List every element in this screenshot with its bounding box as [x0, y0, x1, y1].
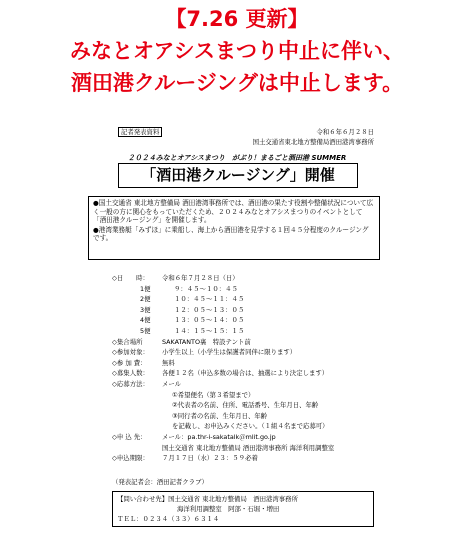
detail-value: 各便１２名（申込多数の場合は、抽選により決定します） — [162, 369, 329, 378]
apply-item: ①希望便名（第３希望まで） — [172, 390, 255, 399]
detail-deadline — [112, 453, 412, 464]
apply-item: ③同行者の名前、生年月日、年齢 — [172, 411, 268, 420]
detail-key: ◇応募方法： — [112, 379, 149, 388]
update-notice-line: 酒田港クルージングは中止します。 — [70, 71, 404, 95]
detail-key: ◇参 加 費： — [112, 358, 147, 367]
detail-key: ◇募集人数： — [112, 369, 149, 378]
ship-time: ９：４５～１０：４５ — [174, 284, 238, 293]
detail-value: SAKATANTO裏 特設テント前 — [162, 337, 251, 346]
detail-apply-to — [112, 432, 412, 443]
ship-time: １３：０５～１４：０５ — [174, 316, 245, 325]
detail-key: ◇申込期限： — [112, 454, 149, 463]
detail-value: メール — [162, 379, 182, 388]
detail-key: ◇日 時： — [112, 274, 149, 282]
ship-name: 4便 — [140, 316, 151, 325]
apply-to-office: 国土交通省 東北地方整備局 酒田港湾事務所 海洋利用調整室 — [162, 443, 335, 452]
event-details — [112, 273, 412, 464]
page-title: 「酒田港クルージング」開催 — [118, 163, 358, 188]
apply-item: ②代表者の名前、住所、電話番号、生年月日、年齢 — [172, 401, 319, 410]
detail-value: 小学生以上（小学生は保護者同伴に限ります） — [162, 348, 297, 357]
update-notice-line: みなとオアシスまつり中止に伴い、 — [70, 39, 404, 63]
detail-capacity — [112, 368, 412, 379]
ship-row — [112, 284, 412, 295]
press-club: （発表記者会：酒田記者クラブ） — [112, 478, 208, 486]
ship-row — [112, 294, 412, 305]
press-release-label: 記者発表資料 — [118, 127, 162, 137]
contact-line: 海洋利用調整室 阿部・石堀・増田 — [177, 505, 280, 513]
contact-email[interactable]: メール：pa.thr-i-sakatalk＠mlit.go.jp — [162, 432, 276, 441]
ship-time: １０：４５～１１：４５ — [174, 295, 245, 304]
ship-name: 3便 — [140, 305, 151, 314]
intro-paragraph: ●港湾業務艇「みずほ」に乗船し、海上から酒田港を見学する１回４５分程度のクルージングです。 — [93, 225, 369, 243]
intro-paragraph: ●国土交通省 東北地方整備局 酒田港湾事務所では、酒田港の果たす役割や整備状況について広く一般の方に関心をもっていただくため、２０２４みなとオアシスまつりのイベントとして「酒田港クルージング」を開催します。 — [93, 199, 374, 225]
ship-name: 2便 — [140, 295, 151, 304]
ship-name: 5便 — [140, 326, 151, 335]
detail-target — [112, 347, 412, 358]
ship-row — [112, 315, 412, 326]
event-subtitle: ２０２４みなとオアシスまつり がぶり！まるごと酒田港 SUMMER — [127, 154, 347, 162]
issuing-office: 国土交通省東北地方整備局酒田港湾事務所 — [252, 138, 374, 146]
detail-key: ◇申 込 先： — [112, 432, 147, 441]
ship-time: １２：０５～１３：０５ — [174, 305, 245, 314]
detail-place — [112, 337, 412, 348]
contact-line: 【問い合わせ先】国土交通省 東北地方整備局 酒田港湾事務所 — [117, 495, 298, 503]
ship-name: 1便 — [140, 284, 151, 293]
detail-key: ◇集合場所 — [112, 337, 143, 346]
release-date: 令和６年６月２８日 — [316, 128, 374, 136]
detail-value: 無料 — [162, 358, 175, 367]
detail-fee — [112, 358, 412, 369]
apply-item: を記載し、お申込みください。（１組４名まで応募可） — [172, 422, 329, 431]
detail-apply — [112, 379, 412, 390]
ship-row — [112, 305, 412, 316]
contact-box — [112, 491, 374, 527]
update-notice-date: 【7.26 更新】 — [165, 7, 309, 31]
detail-value: 令和６年７月２８日（日） — [162, 274, 239, 282]
detail-value: ７月１７日（水）２３：５９必着 — [162, 454, 258, 463]
detail-date — [112, 273, 412, 284]
detail-key: ◇参加対象： — [112, 348, 149, 357]
contact-phone: ＴＥＬ：０２３４（３３）６３１４ — [117, 515, 220, 523]
ship-time: １４：１５～１５：１５ — [174, 326, 245, 335]
intro-box — [88, 196, 380, 260]
ship-row — [112, 326, 412, 337]
